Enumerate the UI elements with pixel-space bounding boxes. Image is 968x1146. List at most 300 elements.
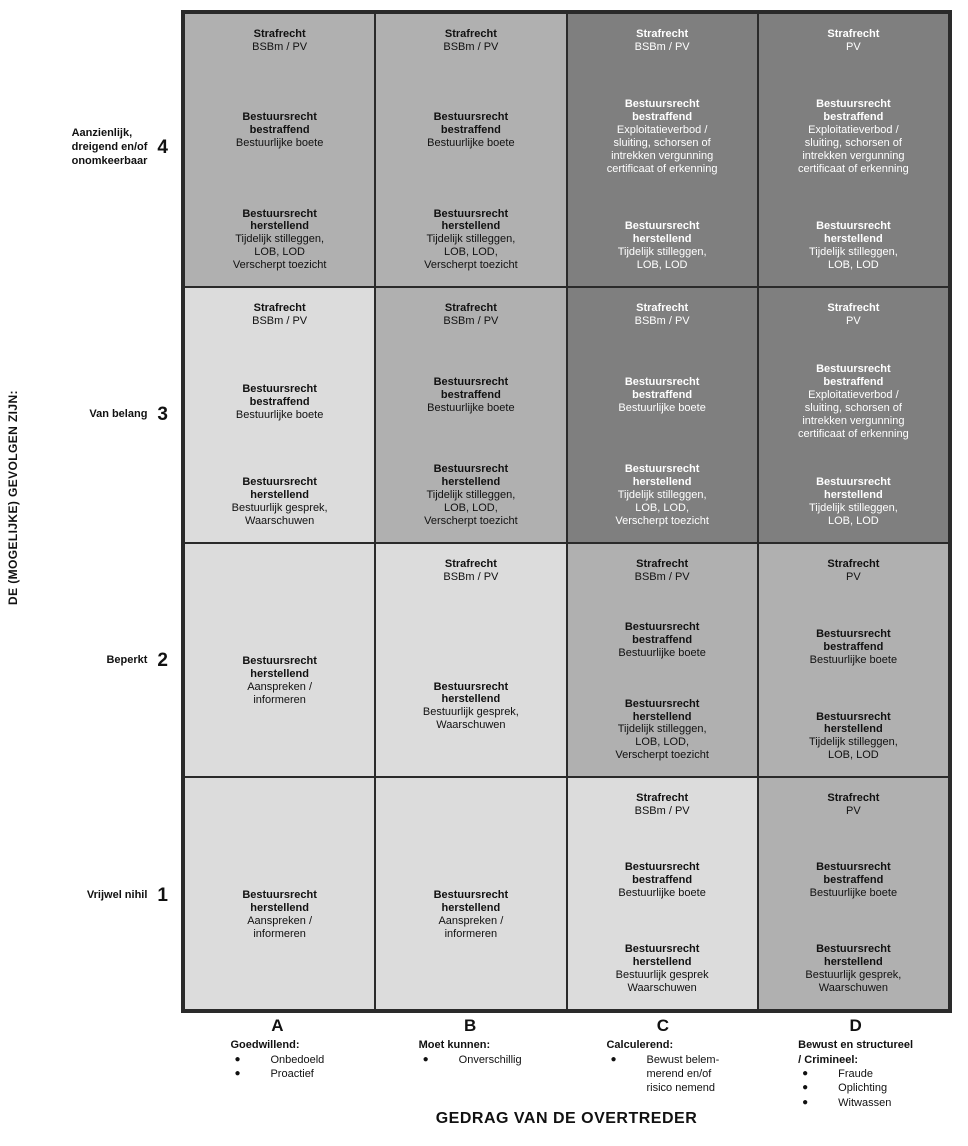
row-label-line: Vrijwel nihil bbox=[86, 889, 148, 902]
row-label-text bbox=[72, 127, 148, 168]
sanction-measures bbox=[382, 915, 559, 941]
sanction-title bbox=[574, 698, 751, 724]
sanction-title-line: Strafrecht bbox=[444, 302, 497, 315]
sanction-title bbox=[191, 111, 368, 137]
matrix-cell-C1 bbox=[567, 777, 758, 1010]
sanction-block bbox=[191, 302, 368, 328]
sanction-measure-line: LOB, LOD, bbox=[443, 501, 498, 514]
sanction-measure-line: LOB, LOD bbox=[254, 246, 305, 259]
sanction-measures bbox=[574, 805, 751, 818]
sanction-measure-line: Waarschuwen bbox=[818, 982, 889, 995]
behaviour-description bbox=[606, 1038, 719, 1095]
sanction-title bbox=[382, 463, 559, 489]
sanction-measures bbox=[765, 315, 942, 328]
sanction-title-line: Strafrecht bbox=[444, 28, 497, 40]
bullet-line: Fraude bbox=[838, 1067, 874, 1080]
sanction-title-line: Strafrecht bbox=[827, 302, 880, 315]
sanction-block bbox=[765, 558, 942, 584]
sanction-block bbox=[382, 376, 559, 415]
sanction-title-line: Bestuursrecht bbox=[433, 376, 509, 389]
row-label-line: Van belang bbox=[89, 407, 148, 420]
sanction-measure-line: BSBm / PV bbox=[443, 570, 499, 583]
sanction-block bbox=[382, 208, 559, 273]
behaviour-title bbox=[798, 1038, 913, 1067]
sanction-title bbox=[382, 28, 559, 41]
sanction-block bbox=[765, 363, 942, 441]
sanction-title bbox=[765, 220, 942, 246]
sanction-title-line: bestraffend bbox=[632, 874, 693, 887]
sanction-block bbox=[382, 111, 559, 150]
sanction-measure-line: Tijdelijk stilleggen, bbox=[808, 501, 898, 514]
sanction-measures bbox=[574, 246, 751, 272]
sanction-title-line: herstellend bbox=[824, 488, 883, 501]
bullet-dot: ● bbox=[802, 1067, 809, 1079]
sanction-title-line: herstellend bbox=[250, 668, 309, 681]
bullet-line: Proactief bbox=[270, 1067, 314, 1080]
sanction-measures bbox=[765, 887, 942, 900]
sanction-measures bbox=[574, 723, 751, 762]
sanction-measure-line: PV bbox=[846, 570, 861, 583]
sanction-measure-line: Waarschuwen bbox=[244, 514, 315, 527]
sanction-block bbox=[574, 376, 751, 415]
sanction-title-line: bestraffend bbox=[823, 111, 884, 124]
sanction-measure-line: Tijdelijk stilleggen, bbox=[617, 488, 707, 501]
sanction-measure-line: informeren bbox=[253, 927, 306, 940]
sanction-block bbox=[574, 28, 751, 54]
sanction-measure-line: sluiting, schorsen of bbox=[804, 137, 902, 150]
sanction-title-line: bestraffend bbox=[440, 124, 501, 137]
matrix-cell-A1 bbox=[184, 777, 375, 1010]
behaviour-bullet bbox=[606, 1053, 719, 1096]
sanction-measure-line: PV bbox=[846, 40, 861, 53]
sanction-title-line: Bestuursrecht bbox=[624, 697, 700, 710]
bullet-dot: ● bbox=[802, 1096, 809, 1108]
sanction-title bbox=[765, 476, 942, 502]
sanction-measures bbox=[574, 647, 751, 660]
matrix-cell-D4 bbox=[758, 13, 949, 287]
sanction-title-line: Strafrecht bbox=[636, 557, 689, 570]
matrix-cell-C4 bbox=[567, 13, 758, 287]
sanction-block bbox=[765, 792, 942, 818]
behaviour-description bbox=[230, 1038, 324, 1081]
row-number: 4 bbox=[157, 137, 168, 158]
bullet-text bbox=[646, 1053, 719, 1096]
sanction-measures bbox=[765, 654, 942, 667]
sanction-measure-line: LOB, LOD bbox=[828, 514, 879, 527]
sanction-block bbox=[382, 889, 559, 941]
sanction-block bbox=[574, 463, 751, 528]
sanction-measures bbox=[574, 315, 751, 328]
sanction-title-line: Bestuursrecht bbox=[242, 655, 317, 668]
sanction-title-line: bestraffend bbox=[249, 124, 310, 137]
bullet-line: merend en/of bbox=[646, 1067, 712, 1080]
sanction-title-line: Bestuursrecht bbox=[242, 207, 317, 220]
row-label-3 bbox=[0, 286, 174, 543]
behaviour-bullet bbox=[798, 1081, 913, 1095]
sanction-measures bbox=[382, 489, 559, 528]
sanction-title bbox=[574, 861, 751, 887]
sanction-measure-line: Verscherpt toezicht bbox=[424, 514, 518, 527]
sanction-block bbox=[765, 220, 942, 272]
sanction-title-line: Bestuursrecht bbox=[624, 943, 700, 956]
row-number: 3 bbox=[157, 403, 168, 425]
matrix-cell-A2 bbox=[184, 543, 375, 778]
sanction-title bbox=[765, 98, 942, 124]
sanction-block bbox=[191, 889, 368, 941]
sanction-measures bbox=[765, 736, 942, 762]
sanction-measure-line: Bestuurlijke boete bbox=[235, 137, 324, 150]
sanction-block bbox=[191, 655, 368, 707]
behaviour-title-line: Moet kunnen: bbox=[418, 1039, 491, 1052]
sanction-measure-line: BSBm / PV bbox=[443, 40, 499, 53]
sanction-measure-line: Verscherpt toezicht bbox=[232, 259, 327, 272]
sanction-measure-line: Aanspreken / bbox=[247, 914, 313, 927]
sanction-title-line: bestraffend bbox=[823, 376, 884, 389]
matrix-cell-D2 bbox=[758, 543, 949, 778]
sanction-title-line: bestraffend bbox=[632, 634, 693, 647]
sanction-title-line: herstellend bbox=[441, 901, 501, 914]
sanction-measures bbox=[382, 137, 559, 150]
sanction-measure-line: Tijdelijk stilleggen, bbox=[808, 246, 898, 259]
sanction-measure-line: Exploitatieverbod / bbox=[808, 124, 899, 137]
sanction-measure-line: Bestuurlijk gesprek, bbox=[231, 501, 328, 514]
sanction-measures bbox=[574, 489, 751, 528]
sanction-measure-line: Bestuurlijke boete bbox=[618, 887, 706, 900]
sanction-title-line: bestraffend bbox=[249, 395, 310, 408]
sanction-measure-line: PV bbox=[846, 805, 861, 818]
sanction-block bbox=[382, 463, 559, 528]
sanction-measure-line: Tijdelijk stilleggen, bbox=[617, 723, 707, 736]
sanction-measure-line: BSBm / PV bbox=[634, 40, 690, 53]
sanction-title-line: Strafrecht bbox=[253, 302, 306, 315]
bullet-line: Oplichting bbox=[838, 1082, 888, 1095]
column-letter-B: B bbox=[463, 1016, 477, 1035]
sanction-title bbox=[574, 98, 751, 124]
sanction-block bbox=[574, 621, 751, 660]
sanction-measure-line: Verscherpt toezicht bbox=[615, 749, 709, 762]
row-label-2 bbox=[0, 543, 174, 779]
sanction-title bbox=[574, 220, 751, 246]
sanction-measures bbox=[765, 969, 942, 995]
sanction-measure-line: Exploitatieverbod / bbox=[808, 389, 899, 402]
sanction-title bbox=[191, 302, 368, 315]
sanction-block bbox=[765, 943, 942, 995]
sanction-title bbox=[382, 681, 559, 707]
sanction-measure-line: Waarschuwen bbox=[627, 982, 697, 995]
sanction-title-line: herstellend bbox=[250, 488, 309, 501]
sanction-measure-line: Aanspreken / bbox=[438, 914, 504, 927]
sanction-measures bbox=[574, 969, 751, 995]
sanction-measures bbox=[382, 706, 559, 732]
bullet-text bbox=[270, 1067, 313, 1081]
sanction-measures bbox=[382, 571, 559, 584]
sanction-title-line: bestraffend bbox=[823, 874, 884, 887]
sanction-measure-line: certificaat of erkenning bbox=[798, 428, 909, 441]
sanction-title-line: Bestuursrecht bbox=[242, 475, 317, 488]
bullet-dot: ● bbox=[234, 1067, 241, 1079]
sanction-title-line: Bestuursrecht bbox=[624, 98, 700, 111]
sanction-title-line: Strafrecht bbox=[636, 792, 689, 805]
sanction-measure-line: sluiting, schorsen of bbox=[613, 137, 711, 150]
sanction-measure-line: LOB, LOD bbox=[636, 259, 688, 272]
bullet-line: Onverschillig bbox=[458, 1053, 522, 1066]
sanction-title-line: Bestuursrecht bbox=[433, 111, 509, 124]
sanction-measures bbox=[191, 41, 368, 54]
sanction-measure-line: BSBm / PV bbox=[443, 315, 499, 328]
row-label-text bbox=[106, 654, 147, 668]
y-axis-title: DE (MOGELIJKE) GEVOLGEN ZIJN: bbox=[6, 390, 20, 605]
sanction-measures bbox=[765, 571, 942, 584]
sanction-title-line: Bestuursrecht bbox=[816, 943, 891, 956]
sanction-title-line: herstellend bbox=[824, 233, 883, 246]
sanction-title-line: Bestuursrecht bbox=[242, 382, 317, 395]
sanction-measure-line: Bestuurlijke boete bbox=[235, 408, 324, 421]
matrix-cell-A3 bbox=[184, 287, 375, 542]
sanction-title-line: Strafrecht bbox=[253, 28, 306, 40]
matrix-cell-B2 bbox=[375, 543, 566, 778]
sanction-title-line: herstellend bbox=[441, 693, 501, 706]
column-category-A bbox=[181, 1016, 374, 1110]
sanction-title-line: herstellend bbox=[441, 220, 501, 233]
sanction-title bbox=[191, 383, 368, 409]
sanction-block bbox=[574, 220, 751, 272]
sanction-measure-line: Verscherpt toezicht bbox=[424, 259, 518, 272]
sanction-block bbox=[574, 861, 751, 900]
sanction-measure-line: Tijdelijk stilleggen, bbox=[808, 736, 898, 749]
matrix-cell-B4 bbox=[375, 13, 566, 287]
sanction-measures bbox=[765, 124, 942, 176]
sanction-measure-line: BSBm / PV bbox=[634, 570, 690, 583]
sanction-title bbox=[382, 558, 559, 571]
sanction-measure-line: informeren bbox=[253, 694, 306, 707]
row-label-1 bbox=[0, 779, 174, 1013]
sanction-measure-line: BSBm / PV bbox=[634, 315, 690, 328]
sanction-title bbox=[574, 376, 751, 402]
sanction-measure-line: Tijdelijk stilleggen, bbox=[235, 233, 325, 246]
sanction-title bbox=[574, 792, 751, 805]
sanction-title-line: herstellend bbox=[824, 956, 883, 969]
sanction-title bbox=[382, 889, 559, 915]
sanction-measures bbox=[574, 887, 751, 900]
bullet-line: risico nemend bbox=[646, 1082, 715, 1095]
sanction-block bbox=[191, 476, 368, 528]
sanction-title-line: Bestuursrecht bbox=[242, 888, 317, 901]
sanction-title bbox=[191, 655, 368, 681]
sanction-measures bbox=[382, 315, 559, 328]
sanction-title-line: Bestuursrecht bbox=[624, 376, 700, 389]
column-letter-D: D bbox=[849, 1016, 862, 1035]
bullet-text bbox=[838, 1081, 887, 1095]
matrix-cell-D3 bbox=[758, 287, 949, 542]
sanction-title bbox=[765, 28, 942, 41]
sanction-title bbox=[191, 889, 368, 915]
sanction-title-line: Bestuursrecht bbox=[624, 621, 700, 634]
sanction-title-line: Strafrecht bbox=[444, 557, 497, 570]
sanction-measure-line: BSBm / PV bbox=[252, 40, 308, 53]
sanction-measure-line: Tijdelijk stilleggen, bbox=[426, 233, 516, 246]
sanction-measures bbox=[765, 389, 942, 441]
sanction-block bbox=[765, 302, 942, 328]
sanction-title bbox=[574, 943, 751, 969]
sanction-measures bbox=[574, 571, 751, 584]
sanction-measures bbox=[765, 246, 942, 272]
sanction-title bbox=[765, 302, 942, 315]
sanction-measure-line: Bestuurlijke boete bbox=[809, 887, 898, 900]
sanction-measure-line: Exploitatieverbod / bbox=[616, 124, 708, 137]
matrix-cell-C2 bbox=[567, 543, 758, 778]
sanction-title bbox=[574, 28, 751, 41]
sanction-block bbox=[191, 383, 368, 422]
sanction-title-line: Bestuursrecht bbox=[624, 861, 700, 874]
sanction-title-line: Bestuursrecht bbox=[816, 475, 891, 488]
x-axis-labels bbox=[181, 1016, 952, 1110]
sanction-title-line: Bestuursrecht bbox=[433, 462, 509, 475]
behaviour-title bbox=[230, 1038, 324, 1052]
matrix-cell-C3 bbox=[567, 287, 758, 542]
behaviour-description bbox=[419, 1038, 522, 1067]
bullet-text bbox=[838, 1067, 873, 1081]
sanction-block bbox=[574, 98, 751, 176]
sanction-title-line: Bestuursrecht bbox=[816, 861, 891, 874]
bullet-dot: ● bbox=[610, 1053, 617, 1065]
row-label-line: Beperkt bbox=[106, 654, 148, 667]
row-label-text bbox=[89, 408, 147, 422]
row-label-line: dreigend en/of bbox=[71, 141, 148, 154]
matrix-cell-B3 bbox=[375, 287, 566, 542]
sanction-title-line: herstellend bbox=[824, 723, 883, 736]
sanction-title bbox=[765, 861, 942, 887]
sanction-title-line: bestraffend bbox=[632, 389, 693, 402]
sanction-measure-line: LOB, LOD, bbox=[635, 736, 690, 749]
sanction-title-line: Strafrecht bbox=[827, 28, 880, 40]
y-axis-labels bbox=[0, 10, 174, 1013]
sanction-block bbox=[382, 302, 559, 328]
sanction-title bbox=[765, 363, 942, 389]
sanction-measures bbox=[765, 502, 942, 528]
column-category-C bbox=[567, 1016, 760, 1110]
sanction-block bbox=[191, 111, 368, 150]
sanction-title-line: bestraffend bbox=[440, 389, 501, 402]
sanction-measure-line: informeren bbox=[444, 927, 498, 940]
sanction-measure-line: Aanspreken / bbox=[247, 681, 313, 694]
bullet-line: Onbedoeld bbox=[270, 1053, 325, 1066]
sanction-title-line: Bestuursrecht bbox=[624, 220, 700, 233]
bullet-dot: ● bbox=[802, 1082, 809, 1094]
sanction-title-line: Bestuursrecht bbox=[816, 98, 891, 111]
behaviour-bullet bbox=[798, 1096, 913, 1110]
behaviour-bullet bbox=[230, 1067, 324, 1081]
behaviour-title-line: Bewust en structureel bbox=[798, 1039, 914, 1052]
column-category-D bbox=[759, 1016, 952, 1110]
bullet-text bbox=[270, 1053, 324, 1067]
bullet-dot: ● bbox=[234, 1053, 241, 1065]
sanction-title bbox=[765, 792, 942, 805]
sanction-title-line: Bestuursrecht bbox=[816, 363, 891, 376]
sanction-title bbox=[382, 302, 559, 315]
matrix-cell-D1 bbox=[758, 777, 949, 1010]
sanction-measure-line: Bestuurlijke boete bbox=[809, 653, 898, 666]
sanction-title-line: Strafrecht bbox=[636, 302, 689, 315]
sanction-measure-line: LOB, LOD, bbox=[443, 246, 498, 259]
sanction-measures bbox=[191, 681, 368, 707]
sanction-measure-line: BSBm / PV bbox=[634, 805, 690, 818]
sanction-measure-line: intrekken vergunning bbox=[802, 415, 905, 428]
sanction-title-line: herstellend bbox=[250, 901, 309, 914]
sanction-title-line: herstellend bbox=[250, 220, 309, 233]
sanction-measures bbox=[191, 315, 368, 328]
row-number: 1 bbox=[157, 885, 168, 906]
sanction-title bbox=[765, 558, 942, 571]
behaviour-bullet bbox=[230, 1053, 324, 1067]
sanction-block bbox=[382, 681, 559, 733]
sanction-title-line: Strafrecht bbox=[827, 557, 880, 570]
sanction-measure-line: Bestuurlijke boete bbox=[427, 402, 515, 415]
sanction-measures bbox=[765, 805, 942, 818]
sanction-title-line: herstellend bbox=[632, 475, 692, 488]
behaviour-description bbox=[798, 1038, 913, 1109]
sanction-measure-line: intrekken vergunning bbox=[802, 150, 905, 163]
row-label-4 bbox=[0, 10, 174, 286]
column-letter-C: C bbox=[656, 1016, 670, 1035]
sanction-measures bbox=[191, 915, 368, 941]
sanction-title-line: Bestuursrecht bbox=[816, 627, 891, 640]
sanction-measure-line: PV bbox=[846, 315, 861, 328]
sanction-title-line: Bestuursrecht bbox=[816, 710, 891, 723]
sanction-block bbox=[574, 792, 751, 818]
behaviour-title-line: Calculerend: bbox=[606, 1039, 674, 1052]
matrix-cell-A4 bbox=[184, 13, 375, 287]
sanction-title bbox=[574, 558, 751, 571]
behaviour-title-line: Goedwillend: bbox=[230, 1039, 300, 1052]
sanction-block bbox=[574, 943, 751, 995]
sanction-block bbox=[765, 476, 942, 528]
sanction-block bbox=[765, 98, 942, 176]
sanction-title bbox=[382, 376, 559, 402]
sanction-measure-line: LOB, LOD bbox=[828, 749, 879, 762]
sanction-measures bbox=[191, 502, 368, 528]
sanction-title bbox=[765, 711, 942, 737]
sanction-title-line: bestraffend bbox=[823, 640, 884, 653]
bullet-dot: ● bbox=[422, 1053, 429, 1065]
sanction-title bbox=[765, 628, 942, 654]
sanction-title bbox=[191, 476, 368, 502]
sanction-measure-line: Bestuurlijke boete bbox=[427, 137, 515, 150]
sanction-measure-line: Waarschuwen bbox=[436, 719, 506, 732]
sanction-measure-line: Bestuurlijke boete bbox=[618, 647, 706, 660]
matrix-grid bbox=[181, 10, 952, 1013]
sanction-title-line: Bestuursrecht bbox=[624, 462, 700, 475]
sanction-measures bbox=[765, 41, 942, 54]
sanction-title-line: Strafrecht bbox=[636, 28, 689, 40]
sanction-measures bbox=[574, 41, 751, 54]
sanction-block bbox=[765, 628, 942, 667]
sanction-block bbox=[765, 861, 942, 900]
sanction-title bbox=[382, 208, 559, 234]
sanction-title bbox=[765, 943, 942, 969]
sanction-measures bbox=[574, 402, 751, 415]
x-axis-title: GEDRAG VAN DE OVERTREDER bbox=[435, 1110, 698, 1127]
sanction-measure-line: certificaat of erkenning bbox=[606, 163, 718, 176]
behaviour-title bbox=[606, 1038, 719, 1052]
behaviour-bullet bbox=[798, 1067, 913, 1081]
sanction-measures bbox=[191, 233, 368, 272]
sanction-measures bbox=[382, 41, 559, 54]
sanction-measure-line: BSBm / PV bbox=[252, 315, 308, 328]
sanction-title bbox=[191, 28, 368, 41]
sanction-measure-line: intrekken vergunning bbox=[611, 150, 714, 163]
row-label-text bbox=[87, 889, 148, 903]
sanction-block bbox=[765, 711, 942, 763]
